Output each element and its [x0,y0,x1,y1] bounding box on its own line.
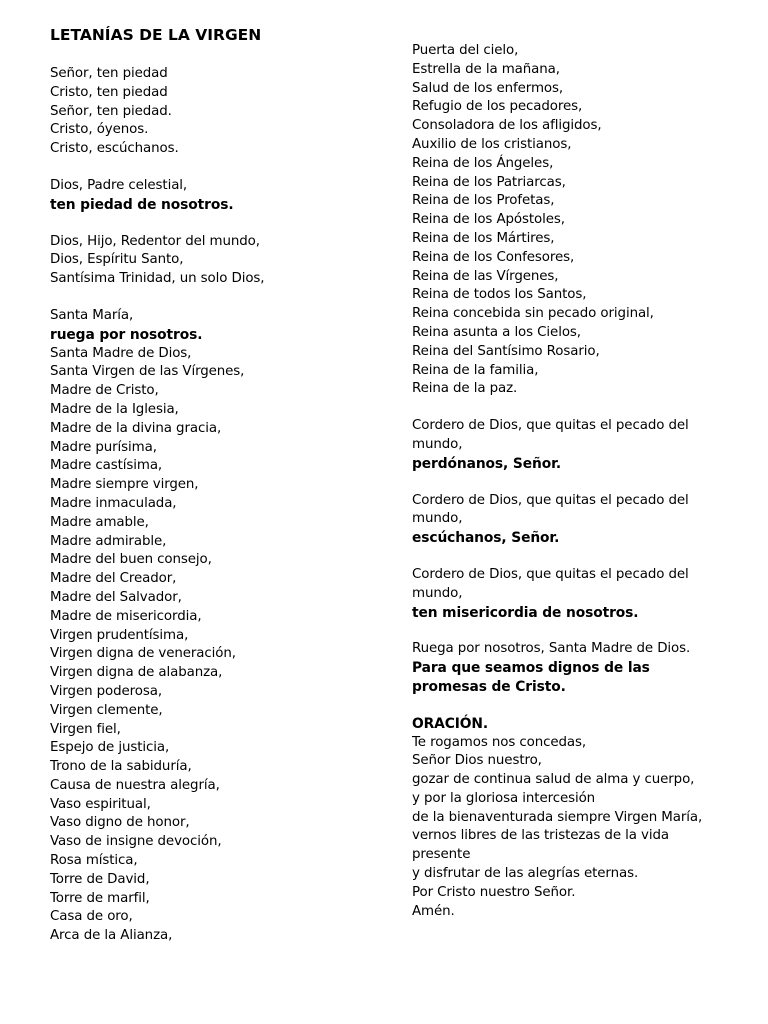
prayer-title: ORACIÓN. [412,715,489,732]
agnus-dei-line: mundo, [412,585,463,601]
prayer-line: presente [412,847,471,863]
agnus-dei-line: mundo, [412,511,463,527]
invocation-line: Arca de la Alianza, [50,928,173,944]
invocation-line: Vaso digno de honor, [50,815,190,831]
prayer-line: Señor Dios nuestro, [412,753,542,769]
response-line: ten piedad de nosotros. [50,196,234,213]
prayer-text [412,734,742,922]
invocation-line: Trono de la sabiduría, [50,759,192,775]
response-line: Para que seamos dignos de las [412,660,650,677]
invocation-line: Reina de la familia, [412,362,539,378]
invocation-line: Reina de los Patriarcas, [412,174,566,190]
right-column [412,42,742,921]
invocation-line: Dios, Padre celestial, [50,177,188,193]
prayer-line: gozar de continua salud de alma y cuerpo, [412,772,695,788]
paragraph-gap [50,289,380,307]
invocation-line: Rosa mística, [50,853,138,869]
kyrie-line: Señor, ten piedad [50,66,168,81]
prayer-line: y disfrutar de las alegrías eternas. [412,866,639,882]
prayer-line: Te rogamos nos concedas, [412,734,587,750]
prayer-line: de la bienaventurada siempre Virgen María, [412,809,703,825]
paragraph-gap [412,474,742,492]
agnus-dei-line: Cordero de Dios, que quitas el pecado del [412,492,689,508]
invocation-line: Dios, Hijo, Redentor del mundo, [50,233,260,249]
invocation-line: Madre castísima, [50,458,163,474]
invocation-line: Vaso de insigne devoción, [50,834,222,850]
invocation-line: Reina de la paz. [412,381,518,397]
invocation-line: Madre purísima, [50,439,157,455]
invocation-line: Salud de los enfermos, [412,80,564,96]
invocation-line: Reina de los Profetas, [412,193,555,209]
invocation-line: Madre del buen consejo, [50,552,212,568]
invocation-line: Santa María, [50,307,134,323]
invocation-line: Virgen fiel, [50,721,121,737]
kyrie-line: Cristo, óyenos. [50,122,149,138]
invocation-line: Madre inmaculada, [50,495,177,511]
invocation-line: Reina del Santísimo Rosario, [412,343,600,359]
prayer-line: vernos libres de las tristezas de la vida [412,828,669,844]
invocation-line: Consoladora de los afligidos, [412,118,602,134]
agnus-dei-line: Cordero de Dios, que quitas el pecado del [412,566,689,582]
invocation-line: Madre admirable, [50,533,167,549]
invocation-line: Madre amable, [50,514,149,530]
paragraph-gap [412,548,742,566]
invocation-line: Reina de los Confesores, [412,249,575,265]
invocation-line: Madre de la Iglesia, [50,401,179,417]
invocation-line: Madre del Salvador, [50,589,182,605]
right-invocation-list [412,42,742,399]
response-line: ten misericordia de nosotros. [412,604,639,621]
invocation-line: Torre de marfil, [50,890,150,906]
invocation-line: Reina de todos los Santos, [412,287,587,303]
invocation-line: Santísima Trinidad, un solo Dios, [50,271,265,287]
kyrie-line: Cristo, ten piedad [50,84,168,100]
response-line: promesas de Cristo. [412,678,566,695]
paragraph-gap [412,622,742,640]
invocation-line: Reina de las Vírgenes, [412,268,559,284]
kyrie-line: Cristo, escúchanos. [50,141,179,157]
agnus-dei-line: Cordero de Dios, que quitas el pecado del [412,418,689,434]
paragraph-gap [412,697,742,715]
versicle-line: Ruega por nosotros, Santa Madre de Dios. [412,641,691,657]
invocation-line: Dios, Espíritu Santo, [50,252,184,268]
invocation-line: Estrella de la mañana, [412,61,560,77]
invocation-line: Madre siempre virgen, [50,477,199,493]
invocation-line: Auxilio de los cristianos, [412,136,572,152]
invocation-line: Madre de misericordia, [50,608,202,624]
invocation-line: Casa de oro, [50,909,133,925]
agnus-dei-line: mundo, [412,436,463,452]
invocation-line: Reina de los Apóstoles, [412,212,565,228]
invocation-line: Santa Virgen de las Vírgenes, [50,364,245,380]
invocation-line: Virgen digna de alabanza, [50,665,223,681]
paragraph-gap [50,159,380,177]
paragraph-gap [412,399,742,417]
invocation-line: Madre de la divina gracia, [50,420,222,436]
invocation-line: Torre de David, [50,871,150,887]
invocation-line: Virgen poderosa, [50,683,163,699]
invocation-line: Puerta del cielo, [412,43,519,58]
invocation-line: Virgen clemente, [50,702,163,718]
invocation-line: Reina asunta a los Cielos, [412,324,581,340]
response-line: escúchanos, Señor. [412,530,560,547]
response-line: ruega por nosotros. [50,326,203,343]
prayer-line: y por la gloriosa intercesión [412,790,596,806]
left-column [50,65,380,946]
invocation-line: Virgen prudentísima, [50,627,189,643]
invocation-line: Santa Madre de Dios, [50,345,192,361]
document-title: LETANÍAS DE LA VIRGEN [50,26,262,44]
paragraph-gap [50,215,380,233]
invocation-line: Reina de los Mártires, [412,230,555,246]
invocation-line: Vaso espiritual, [50,796,151,812]
kyrie-line: Señor, ten piedad. [50,103,172,119]
invocation-line: Madre del Creador, [50,571,177,587]
left-invocation-list [50,345,380,947]
invocation-line: Causa de nuestra alegría, [50,777,220,793]
invocation-line: Reina de los Ángeles, [412,155,554,171]
invocation-line: Virgen digna de veneración, [50,646,236,662]
invocation-line: Refugio de los pecadores, [412,99,583,115]
prayer-line: Por Cristo nuestro Señor. [412,884,576,900]
prayer-line: Amén. [412,903,455,919]
response-line: perdónanos, Señor. [412,455,561,472]
invocation-line: Espejo de justicia, [50,740,170,756]
invocation-line: Reina concebida sin pecado original, [412,306,654,322]
invocation-line: Madre de Cristo, [50,383,159,399]
